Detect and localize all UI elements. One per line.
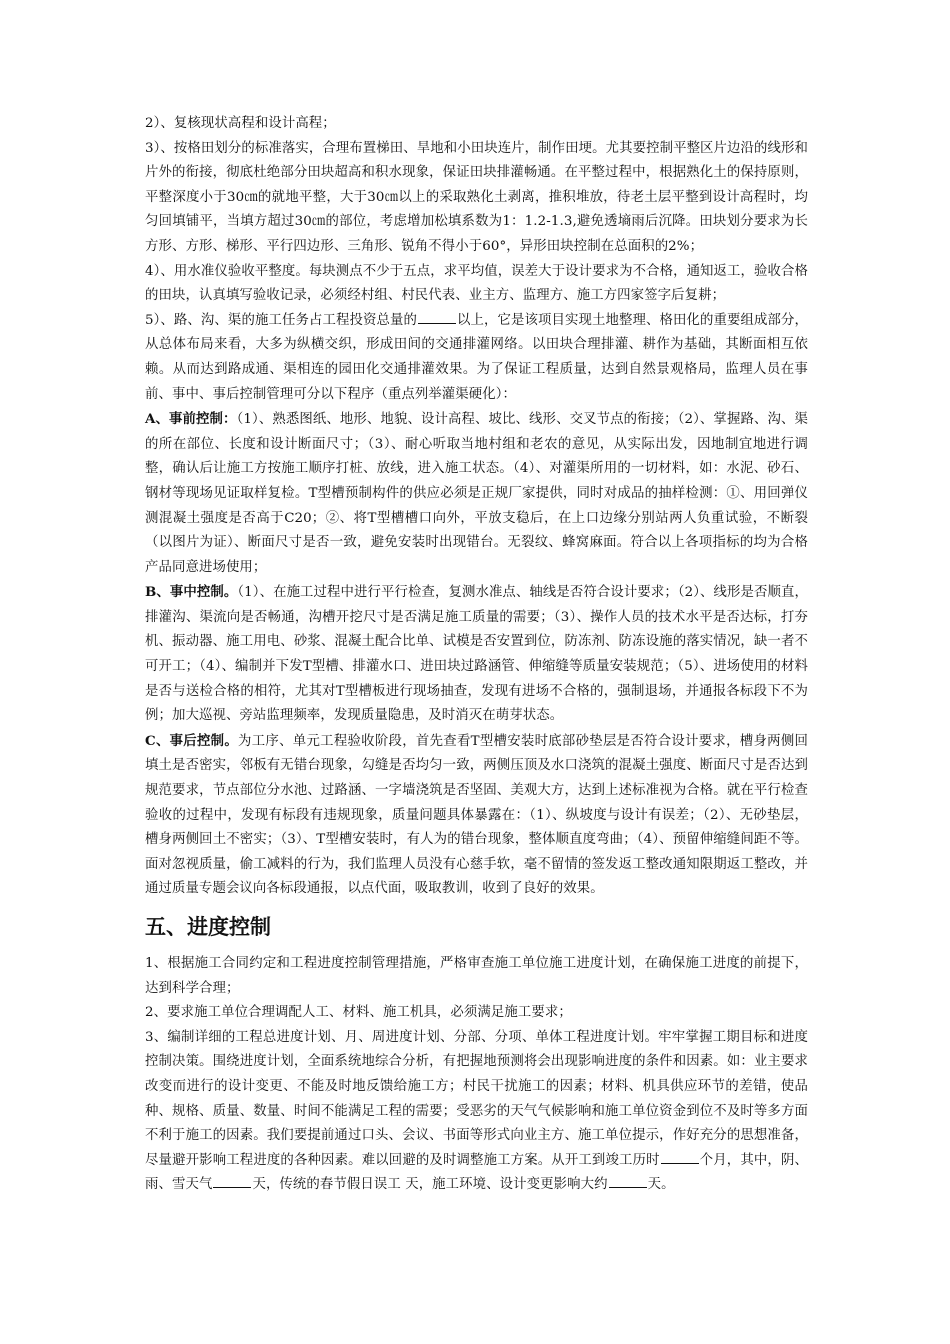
paragraph-5-after: 以上，它是该项目实现土地整理、格田化的重要组成部分，从总体布局来看，大多为纵横交织，形成田间的交通排灌网络。以田块合理排灌、耕作为基础，其断面相互依赖。从而达到路成通、渠相连的园田化交通排灌效果。为了保证工程质量，达到自然景观格局，监理人员在事前、事中、事后控制管理可分以下程序（重点列举灌渠硬化）： [145,312,808,402]
post-control-label: C、事后控制。 [145,732,239,749]
post-control-paragraph [145,729,808,902]
in-process-control-label: B、事中控制。 [145,584,238,601]
paragraph-5 [145,309,808,407]
fill-blank-months [661,1151,699,1164]
paragraph-2: 2）、复核现状高程和设计高程； [145,116,336,131]
paragraph-3: 3）、按格田划分的标准落实，合理布置梯田、旱地和小田块连片，制作田埂。尤其要控制平整区片边沿的线形和片外的衔接，彻底杜绝部分田块超高和积水现象，保证田块排灌畅通。在平整过程中，根据熟化土的保持原则，平整深度小于30㎝的就地平整，大于30㎝以上的采取熟化土剥离，推积堆放，待老土层平整到设计高程时，均匀回填铺平，当填方超过30㎝的部位，考虑增加松填系数为1：1.2-1.3,避免透墒雨后沉降。田块划分要求为长方形、方形、梯形、平行四边形、三角形、锐角不得小于60°，异形田块控制在总面积的2%； [145,140,808,254]
fill-blank-weather-days [213,1175,251,1188]
pre-control-text: （1）、熟悉图纸、地形、地貌、设计高程、坡比、线形、交叉节点的衔接；（2）、掌握路、沟、渠的所在部位、长度和设计断面尺寸；（3）、耐心听取当地村组和老农的意见，从实际出发，因地制宜地进行调整，确认后让施工方按施工顺序打桩、放线，进入施工状态。（4）、对灌渠所用的一切材料，如：水泥、砂石、钢材等现场见证取样复检。T型槽预制构件的供应必须是正规厂家提供，同时对成品的抽样检测：①、用回弹仪测混凝土强度是否高于C20；②、将T型槽槽口向外，平放支稳后，在上口边缘分别站两人负重试验，不断裂（以图片为证）、断面尺寸是否一致，避免安装时出现错台。无裂纹、蜂窝麻面。符合以上各项指标的均为合格产品同意进场使用； [145,412,808,575]
progress-item-3-mid1: 个月，其中，阴、雨、雪天气 [145,1152,809,1193]
in-process-control-text: （1）、在施工过程中进行平行检查，复测水准点、轴线是否符合设计要求；（2）、线形是否顺直，排灌沟、渠流向是否畅通，沟槽开挖尺寸是否满足施工质量的需要；（3）、操作人员的技术水平是否达标，打夯机、振动器、施工用电、砂浆、混凝土配合比单、试模是否安置到位，防冻剂、防冻设施的落实情况，缺一者不可开工；（4）、编制并下发T型槽、排灌水口、进田块过路涵管、伸缩缝等质量安装规范；（5）、进场使用的材料是否与送检合格的相符，尤其对T型槽板进行现场抽查，发现有进场不合格的，强制退场，并通报各标段下不为例；加大巡视、旁站监理频率，发现质量隐患，及时消灭在萌芽状态。 [145,585,808,724]
paragraph-5-before: 5）、路、沟、渠的施工任务占工程投资总量的 [145,312,417,328]
paragraph-4: 4）、用水准仪验收平整度。每块测点不少于五点，求平均值，误差大于设计要求为不合格，通知返工，验收合格的田块，认真填写验收记录，必须经村组、村民代表、业主方、监理方、施工方四家签字后复耕； [145,263,808,304]
document-body [145,112,808,1198]
in-process-control-paragraph [145,580,808,729]
pre-control-paragraph [145,407,808,580]
pre-control-label: A、事前控制： [145,411,237,428]
progress-item-1: 1、根据施工合同约定和工程进度控制管理措施，严格审查施工单位施工进度计划，在确保施工进度的前提下，达到科学合理； [145,956,808,996]
progress-item-3 [145,1026,808,1198]
progress-item-3-mid2: 天，传统的春节假日误工 天，施工环境、设计变更影响大约 [252,1177,608,1193]
post-control-text: 为工序、单元工程验收阶段，首先查看T型槽安装时底部砂垫层是否符合设计要求，槽身两侧回填土是否密实，邻板有无错台现象，勾缝是否均匀一致，两侧压顶及水口浇筑的混凝土强度、断面尺寸是否达到规范要求，节点部位分水池、过路涵、一字墙浇筑是否坚固、美观大方，达到上述标准视为合格。就在平行检查验收的过程中，发现有标段有违规现象，质量问题具体暴露在：（1）、纵坡度与设计有误差；（2）、无砂垫层，槽身两侧回土不密实；（3）、T型槽安装时，有人为的错台现象，整体顺直度弯曲；（4）、预留伸缩缝间距不等。面对忽视质量，偷工减料的行为，我们监理人员没有心慈手软，毫不留情的签发返工整改通知限期返工整改，并通过质量专题会议向各标段通报，以点代面，吸取教训，收到了良好的效果。 [145,733,808,897]
fill-blank-change-days [609,1175,647,1188]
section-heading: 五、进度控制 [145,915,271,939]
progress-item-3-after: 天。 [647,1177,675,1193]
progress-item-3-before: 3、编制详细的工程总进度计划、月、周进度计划、分部、分项、单体工程进度计划。牢牢掌握工期目标和进度控制决策。围绕进度计划，全面系统地综合分析，有把握地预测将会出现影响进度的条件和因素。如：业主要求改变而进行的设计变更、不能及时地反馈给施工方；村民干扰施工的因素；材料、机具供应环节的差错，使品种、规格、质量、数量、时间不能满足工程的需要；受恶劣的天气气候影响和施工单位资金到位不及时等多方面不利于施工的因素。我们要提前通过口头、会议、书面等形式向业主方、施工单位提示，作好充分的思想准备，尽量避开影响工程进度的各种因素。难以回避的及时调整施工方案。从开工到竣工历时 [145,1029,808,1168]
fill-blank-percent [418,311,456,324]
progress-item-2: 2、要求施工单位合理调配人工、材料、施工机具，必须满足施工要求； [145,1005,572,1021]
